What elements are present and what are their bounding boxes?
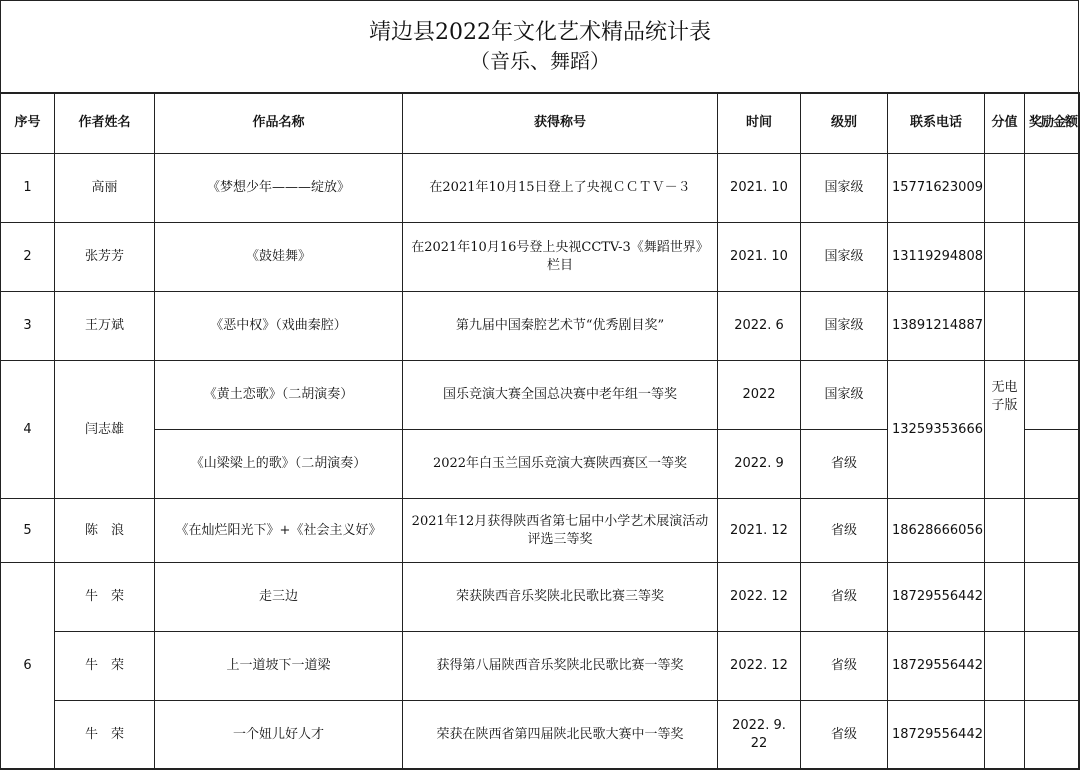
cell-reward	[1025, 430, 1080, 499]
table-row	[1, 632, 1080, 701]
cell-level: 国家级	[801, 361, 888, 430]
cell-time: 2022	[718, 361, 801, 430]
header-row	[1, 93, 1080, 154]
cell-author: 牛 荣	[55, 701, 155, 770]
title-box	[1, 1, 1079, 94]
cell-index: 4	[1, 361, 55, 499]
cell-reward	[1025, 292, 1080, 361]
table-row	[1, 701, 1080, 770]
cell-work: 《山梁梁上的歌》（二胡演奏）	[155, 430, 403, 499]
cell-score	[985, 499, 1025, 563]
cell-honor: 在2021年10月16号登上央视CCTV-3《舞蹈世界》栏目	[403, 223, 718, 292]
cell-score: 无电子版	[985, 361, 1025, 499]
cell-level: 国家级	[801, 223, 888, 292]
cell-score	[985, 292, 1025, 361]
cell-phone: 18729556442	[888, 563, 985, 632]
cell-time: 2022. 9. 22	[718, 701, 801, 770]
cell-reward	[1025, 632, 1080, 701]
cell-level: 省级	[801, 499, 888, 563]
cell-author: 张芳芳	[55, 223, 155, 292]
cell-honor: 在2021年10月15日登上了央视ＣＣＴＶ－３	[403, 154, 718, 223]
cell-time: 2022. 6	[718, 292, 801, 361]
cell-time: 2022. 12	[718, 632, 801, 701]
cell-index: 3	[1, 292, 55, 361]
table-row	[1, 292, 1080, 361]
cell-work: 《梦想少年———绽放》	[155, 154, 403, 223]
cell-score	[985, 632, 1025, 701]
cell-index: 1	[1, 154, 55, 223]
cell-honor: 荣获在陕西省第四届陕北民歌大赛中一等奖	[403, 701, 718, 770]
cell-phone: 13259353666	[888, 361, 985, 499]
cell-phone: 18628666056	[888, 499, 985, 563]
cell-honor: 获得第八届陕西音乐奖陕北民歌比赛一等奖	[403, 632, 718, 701]
cell-index: 5	[1, 499, 55, 563]
cell-reward	[1025, 154, 1080, 223]
cell-level: 国家级	[801, 154, 888, 223]
table-row	[1, 154, 1080, 223]
cell-time: 2021. 12	[718, 499, 801, 563]
cell-phone: 13891214887	[888, 292, 985, 361]
table-row	[1, 563, 1080, 632]
cell-author: 陈 浪	[55, 499, 155, 563]
cell-phone: 13119294808	[888, 223, 985, 292]
cell-level: 省级	[801, 701, 888, 770]
cell-reward	[1025, 361, 1080, 430]
header-time: 时间	[718, 93, 801, 154]
cell-author: 闫志雄	[55, 361, 155, 499]
cell-phone: 18729556442	[888, 632, 985, 701]
cell-work: 走三边	[155, 563, 403, 632]
cell-phone: 18729556442	[888, 701, 985, 770]
table-row	[1, 223, 1080, 292]
header-honor: 获得称号	[403, 93, 718, 154]
cell-score	[985, 154, 1025, 223]
header-work: 作品名称	[155, 93, 403, 154]
cell-work: 《黄土恋歌》（二胡演奏）	[155, 361, 403, 430]
cell-work: 《恶中权》（戏曲秦腔）	[155, 292, 403, 361]
cell-score	[985, 563, 1025, 632]
header-author: 作者姓名	[55, 93, 155, 154]
table-row	[1, 361, 1080, 430]
header-score: 分值	[985, 93, 1025, 154]
cell-author: 高丽	[55, 154, 155, 223]
header-phone: 联系电话	[888, 93, 985, 154]
header-reward: 奖励金额	[1025, 93, 1080, 154]
cell-author: 牛 荣	[55, 632, 155, 701]
cell-author: 王万斌	[55, 292, 155, 361]
cell-reward	[1025, 499, 1080, 563]
cell-phone: 15771623009	[888, 154, 985, 223]
table-row	[1, 499, 1080, 563]
cell-score	[985, 701, 1025, 770]
cell-time: 2021. 10	[718, 154, 801, 223]
cell-honor: 2022年白玉兰国乐竞演大赛陕西赛区一等奖	[403, 430, 718, 499]
cell-reward	[1025, 563, 1080, 632]
cell-work: 《鼓娃舞》	[155, 223, 403, 292]
page-title: 靖边县2022年文化艺术精品统计表	[369, 20, 711, 45]
cell-reward	[1025, 223, 1080, 292]
cell-reward	[1025, 701, 1080, 770]
cell-work: 一个妞儿好人才	[155, 701, 403, 770]
cell-honor: 第九届中国秦腔艺术节“优秀剧目奖”	[403, 292, 718, 361]
cell-work: 《在灿烂阳光下》+《社会主义好》	[155, 499, 403, 563]
cell-author: 牛 荣	[55, 563, 155, 632]
cell-level: 国家级	[801, 292, 888, 361]
cell-time: 2021. 10	[718, 223, 801, 292]
cell-level: 省级	[801, 430, 888, 499]
cell-score	[985, 223, 1025, 292]
statistics-table	[0, 92, 1080, 770]
cell-index: 2	[1, 223, 55, 292]
cell-time: 2022. 12	[718, 563, 801, 632]
header-index: 序号	[1, 93, 55, 154]
header-level: 级别	[801, 93, 888, 154]
cell-honor: 国乐竞演大赛全国总决赛中老年组一等奖	[403, 361, 718, 430]
cell-honor: 2021年12月获得陕西省第七届中小学艺术展演活动评选三等奖	[403, 499, 718, 563]
cell-honor: 荣获陕西音乐奖陕北民歌比赛三等奖	[403, 563, 718, 632]
cell-time: 2022. 9	[718, 430, 801, 499]
page-subtitle: （音乐、舞蹈）	[470, 49, 610, 73]
cell-level: 省级	[801, 632, 888, 701]
cell-work: 上一道坡下一道梁	[155, 632, 403, 701]
cell-index: 6	[1, 563, 55, 770]
cell-level: 省级	[801, 563, 888, 632]
